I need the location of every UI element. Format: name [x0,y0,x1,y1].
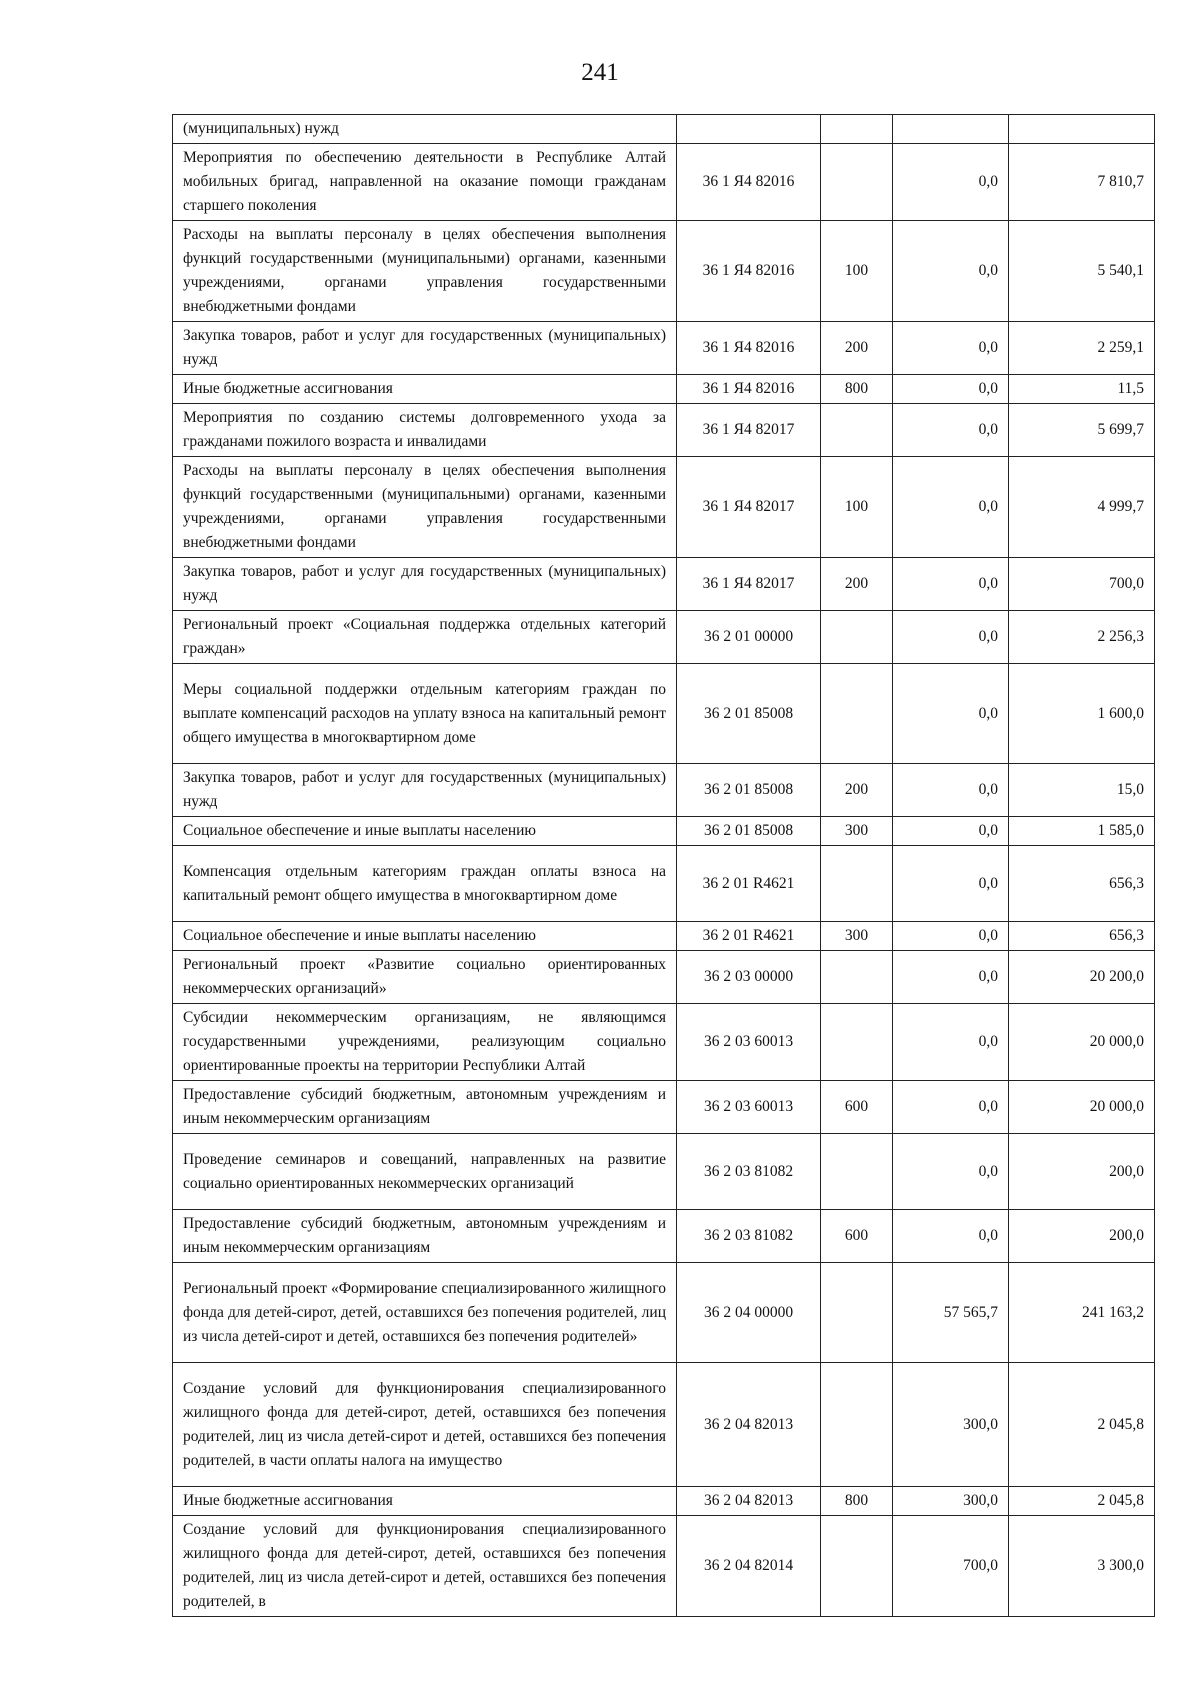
program-code: 36 2 03 60013 [677,1004,821,1081]
budget-table-body [173,115,1155,1617]
expense-name: Иные бюджетные ассигнования [173,1487,677,1516]
amount-first: 0,0 [893,817,1009,846]
table-row [173,404,1155,457]
amount-second: 241 163,2 [1009,1263,1155,1363]
expense-name: Проведение семинаров и совещаний, направленных на развитие социально ориентированных некоммерческих организаций [173,1134,677,1210]
expense-name: Расходы на выплаты персоналу в целях обеспечения выполнения функций государственными (муниципальными) органами, казенными учреждениями, органами управления государственными внебюджетными фондами [173,221,677,322]
program-code: 36 2 03 81082 [677,1210,821,1263]
expense-name: Закупка товаров, работ и услуг для государственных (муниципальных) нужд [173,558,677,611]
amount-first: 0,0 [893,221,1009,322]
budget-table [172,114,1155,1617]
amount-second: 200,0 [1009,1134,1155,1210]
program-code: 36 2 04 82013 [677,1487,821,1516]
amount-second: 5 699,7 [1009,404,1155,457]
table-row [173,1363,1155,1487]
expense-type-code [821,664,893,764]
amount-first: 0,0 [893,922,1009,951]
expense-type-code: 300 [821,817,893,846]
page-number: 241 [581,59,619,86]
expense-name: Закупка товаров, работ и услуг для государственных (муниципальных) нужд [173,322,677,375]
amount-first: 0,0 [893,664,1009,764]
expense-name: Иные бюджетные ассигнования [173,375,677,404]
amount-first: 0,0 [893,322,1009,375]
table-row [173,951,1155,1004]
expense-name: Предоставление субсидий бюджетным, автономным учреждениям и иным некоммерческим организациям [173,1210,677,1263]
program-code: 36 2 03 60013 [677,1081,821,1134]
table-row [173,1210,1155,1263]
table-row [173,221,1155,322]
program-code: 36 2 01 00000 [677,611,821,664]
expense-name: Региональный проект «Развитие социально ориентированных некоммерческих организаций» [173,951,677,1004]
expense-type-code [821,404,893,457]
expense-name: Социальное обеспечение и иные выплаты населению [173,922,677,951]
program-code: 36 1 Я4 82017 [677,404,821,457]
program-code: 36 2 04 00000 [677,1263,821,1363]
table-row [173,1004,1155,1081]
amount-second: 2 045,8 [1009,1363,1155,1487]
expense-name: Субсидии некоммерческим организациям, не являющимся государственными учреждениями, реализующим социально ориентированные проекты на территории Республики Алтай [173,1004,677,1081]
amount-second: 5 540,1 [1009,221,1155,322]
table-row [173,558,1155,611]
expense-type-code [821,846,893,922]
amount-first: 0,0 [893,144,1009,221]
amount-first [893,115,1009,144]
table-row [173,817,1155,846]
expense-type-code: 200 [821,322,893,375]
program-code: 36 2 03 00000 [677,951,821,1004]
expense-name: Закупка товаров, работ и услуг для государственных (муниципальных) нужд [173,764,677,817]
expense-name: (муниципальных) нужд [173,115,677,144]
program-code: 36 2 01 85008 [677,664,821,764]
expense-name: Мероприятия по обеспечению деятельности в Республике Алтай мобильных бригад, направленной на оказание помощи гражданам старшего поколения [173,144,677,221]
expense-type-code: 200 [821,764,893,817]
expense-type-code: 300 [821,922,893,951]
program-code [677,115,821,144]
expense-name: Компенсация отдельным категориям граждан оплаты взноса на капитальный ремонт общего имущества в многоквартирном доме [173,846,677,922]
program-code: 36 2 01 85008 [677,817,821,846]
table-row [173,115,1155,144]
amount-second [1009,115,1155,144]
amount-second: 2 256,3 [1009,611,1155,664]
table-row [173,764,1155,817]
amount-second: 11,5 [1009,375,1155,404]
amount-first: 300,0 [893,1363,1009,1487]
program-code: 36 2 04 82014 [677,1516,821,1617]
amount-first: 0,0 [893,611,1009,664]
amount-first: 0,0 [893,1004,1009,1081]
amount-second: 3 300,0 [1009,1516,1155,1617]
program-code: 36 1 Я4 82016 [677,375,821,404]
program-code: 36 1 Я4 82017 [677,558,821,611]
table-row [173,322,1155,375]
expense-type-code [821,1516,893,1617]
program-code: 36 1 Я4 82016 [677,221,821,322]
amount-first: 0,0 [893,1210,1009,1263]
amount-second: 20 200,0 [1009,951,1155,1004]
amount-first: 0,0 [893,846,1009,922]
table-row [173,611,1155,664]
expense-type-code: 200 [821,558,893,611]
expense-type-code: 800 [821,375,893,404]
amount-first: 0,0 [893,375,1009,404]
expense-type-code [821,115,893,144]
amount-second: 200,0 [1009,1210,1155,1263]
amount-second: 656,3 [1009,922,1155,951]
program-code: 36 2 01 R4621 [677,922,821,951]
amount-second: 1 600,0 [1009,664,1155,764]
amount-second: 20 000,0 [1009,1081,1155,1134]
amount-first: 0,0 [893,404,1009,457]
amount-first: 300,0 [893,1487,1009,1516]
expense-type-code [821,1263,893,1363]
table-row [173,922,1155,951]
expense-name: Региональный проект «Формирование специализированного жилищного фонда для детей-сирот, детей, оставшихся без попечения родителей, лиц из числа детей-сирот и детей, оставшихся без попечения родителей» [173,1263,677,1363]
amount-first: 0,0 [893,558,1009,611]
table-row [173,457,1155,558]
table-row [173,664,1155,764]
amount-second: 700,0 [1009,558,1155,611]
expense-name: Предоставление субсидий бюджетным, автономным учреждениям и иным некоммерческим организациям [173,1081,677,1134]
expense-name: Мероприятия по созданию системы долговременного ухода за гражданами пожилого возраста и инвалидами [173,404,677,457]
amount-first: 0,0 [893,951,1009,1004]
table-row [173,144,1155,221]
program-code: 36 2 04 82013 [677,1363,821,1487]
expense-name: Расходы на выплаты персоналу в целях обеспечения выполнения функций государственными (муниципальными) органами, казенными учреждениями, органами управления государственными внебюджетными фондами [173,457,677,558]
amount-first: 0,0 [893,1134,1009,1210]
expense-type-code [821,1134,893,1210]
program-code: 36 2 01 85008 [677,764,821,817]
expense-type-code: 600 [821,1210,893,1263]
amount-first: 57 565,7 [893,1263,1009,1363]
expense-type-code: 100 [821,221,893,322]
table-row [173,1263,1155,1363]
table-row [173,1516,1155,1617]
amount-first: 0,0 [893,457,1009,558]
program-code: 36 1 Я4 82017 [677,457,821,558]
expense-type-code: 100 [821,457,893,558]
expense-name: Создание условий для функционирования специализированного жилищного фонда для детей-сирот, детей, оставшихся без попечения родителей, лиц из числа детей-сирот и детей, оставшихся без попечения родителей, в [173,1516,677,1617]
amount-second: 2 259,1 [1009,322,1155,375]
table-row [173,375,1155,404]
table-row [173,846,1155,922]
program-code: 36 2 01 R4621 [677,846,821,922]
table-row [173,1081,1155,1134]
amount-second: 7 810,7 [1009,144,1155,221]
amount-second: 2 045,8 [1009,1487,1155,1516]
amount-second: 4 999,7 [1009,457,1155,558]
amount-second: 15,0 [1009,764,1155,817]
expense-type-code: 800 [821,1487,893,1516]
expense-name: Региональный проект «Социальная поддержка отдельных категорий граждан» [173,611,677,664]
program-code: 36 2 03 81082 [677,1134,821,1210]
amount-first: 700,0 [893,1516,1009,1617]
expense-type-code: 600 [821,1081,893,1134]
amount-first: 0,0 [893,764,1009,817]
amount-second: 20 000,0 [1009,1004,1155,1081]
expense-type-code [821,611,893,664]
program-code: 36 1 Я4 82016 [677,322,821,375]
expense-type-code [821,1004,893,1081]
expense-name: Меры социальной поддержки отдельным категориям граждан по выплате компенсаций расходов на уплату взноса на капитальный ремонт общего имущества в многоквартирном доме [173,664,677,764]
table-row [173,1134,1155,1210]
expense-type-code [821,144,893,221]
amount-second: 656,3 [1009,846,1155,922]
expense-type-code [821,951,893,1004]
expense-type-code [821,1363,893,1487]
amount-second: 1 585,0 [1009,817,1155,846]
program-code: 36 1 Я4 82016 [677,144,821,221]
table-row [173,1487,1155,1516]
expense-name: Создание условий для функционирования специализированного жилищного фонда для детей-сирот, детей, оставшихся без попечения родителей, лиц из числа детей-сирот и детей, оставшихся без попечения родителей, в части оплаты налога на имущество [173,1363,677,1487]
expense-name: Социальное обеспечение и иные выплаты населению [173,817,677,846]
amount-first: 0,0 [893,1081,1009,1134]
